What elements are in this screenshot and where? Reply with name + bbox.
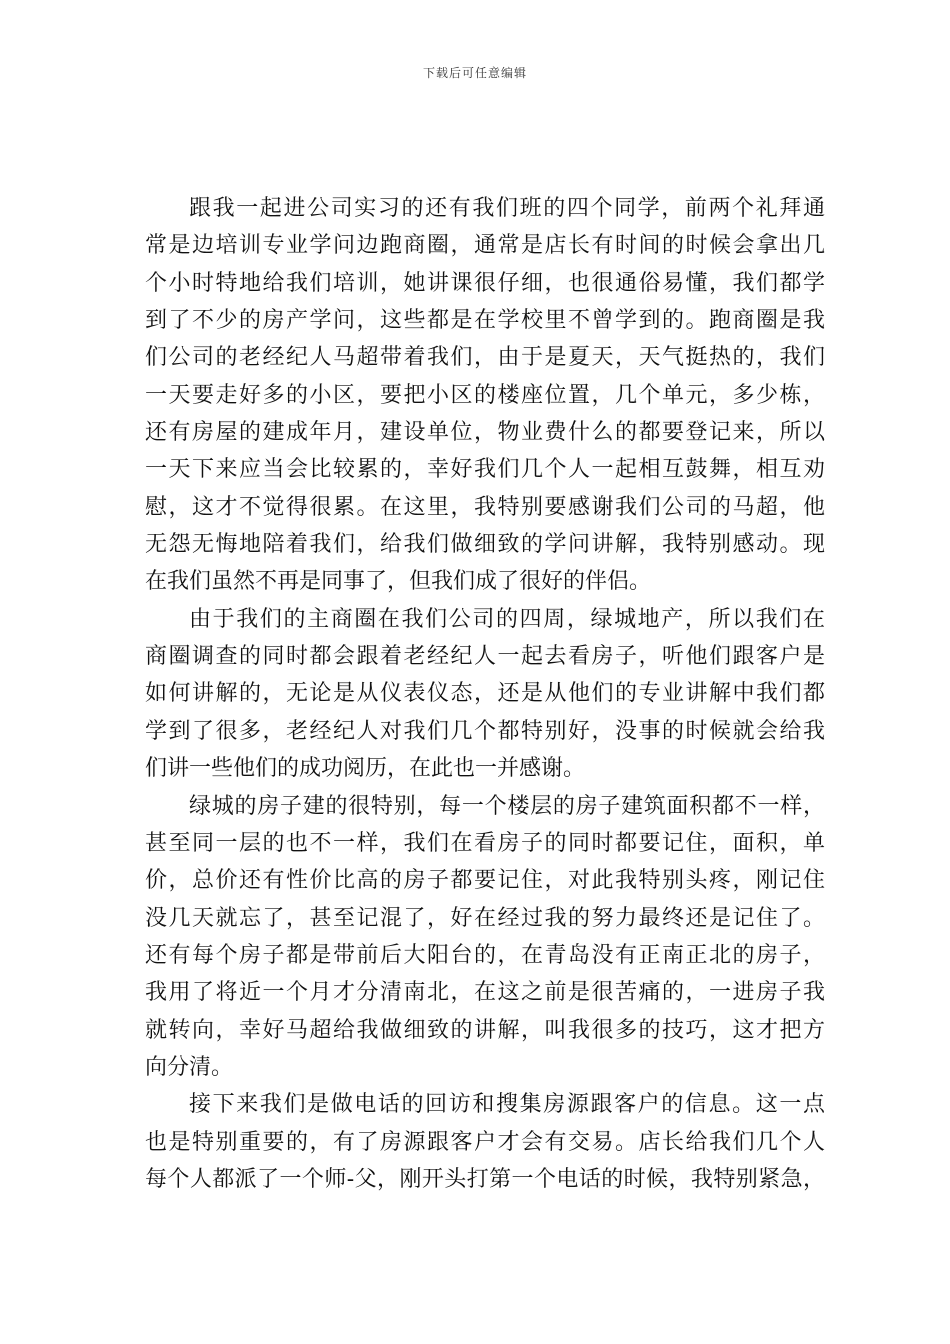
text-line: 学到了很多，老经纪人对我们几个都特别好，没事的时候就会给我 xyxy=(145,718,825,744)
text-line: 价，总价还有性价比高的房子都要记住，对此我特别头疼，刚记住 xyxy=(145,868,825,894)
text-line: 到了不少的房产学问，这些都是在学校里不曾学到的。跑商圈是我 xyxy=(145,308,825,334)
text-line: 还有每个房子都是带前后大阳台的，在青岛没有正南正北的房子， xyxy=(145,942,825,968)
paragraph-2 xyxy=(145,601,825,788)
text-line: 常是边培训专业学问边跑商圈，通常是店长有时间的时候会拿出几 xyxy=(145,233,825,259)
text-line: 们公司的老经纪人马超带着我们，由于是夏天，天气挺热的，我们 xyxy=(145,345,825,371)
text-line: 绿城的房子建的很特别，每一个楼层的房子建筑面积都不一样， xyxy=(189,793,825,819)
header-note: 下载后可任意编辑 xyxy=(422,66,527,80)
text-line: 由于我们的主商圈在我们公司的四周，绿城地产，所以我们在 xyxy=(189,606,825,632)
text-line: 就转向，幸好马超给我做细致的讲解，叫我很多的技巧，这才把方 xyxy=(145,1017,825,1043)
paragraph-1 xyxy=(145,190,825,601)
paragraph-4 xyxy=(145,1086,825,1198)
text-line: 商圈调查的同时都会跟着老经纪人一起去看房子，听他们跟客户是 xyxy=(145,644,825,670)
text-line: 跟我一起进公司实习的还有我们班的四个同学，前两个礼拜通 xyxy=(189,196,825,221)
text-line: 还有房屋的建成年月，建设单位，物业费什么的都要登记来，所以 xyxy=(145,420,825,446)
text-line: 也是特别重要的，有了房源跟客户才会有交易。店长给我们几个人 xyxy=(145,1129,825,1155)
text-line: 向分清。 xyxy=(145,1054,234,1080)
text-line: 我用了将近一个月才分清南北，在这之前是很苦痛的，一进房子我 xyxy=(145,980,825,1006)
paragraph-3 xyxy=(145,788,825,1087)
text-line: 每个人都派了一个师-父，刚开头打第一个电话的时候，我特别紧急， xyxy=(145,1166,825,1192)
text-line: 在我们虽然不再是同事了，但我们成了很好的伴侣。 xyxy=(145,569,652,595)
text-line: 无怨无悔地陪着我们，给我们做细致的学问讲解，我特别感动。现 xyxy=(145,532,825,558)
text-line: 们讲一些他们的成功阅历，在此也一并感谢。 xyxy=(145,756,586,782)
text-line: 一天要走好多的小区，要把小区的楼座位置，几个单元，多少栋， xyxy=(145,382,825,408)
body-text xyxy=(145,190,825,1198)
text-line: 接下来我们是做电话的回访和搜集房源跟客户的信息。这一点 xyxy=(189,1092,825,1118)
text-line: 一天下来应当会比较累的，幸好我们几个人一起相互鼓舞，相互劝 xyxy=(145,457,825,483)
text-line: 甚至同一层的也不一样，我们在看房子的同时都要记住，面积，单 xyxy=(145,830,825,856)
text-line: 没几天就忘了，甚至记混了，好在经过我的努力最终还是记住了。 xyxy=(145,905,825,931)
text-line: 如何讲解的，无论是从仪表仪态，还是从他们的专业讲解中我们都 xyxy=(145,681,825,707)
text-line: 个小时特地给我们培训，她讲课很仔细，也很通俗易懂，我们都学 xyxy=(145,270,825,296)
text-line: 慰，这才不觉得很累。在这里，我特别要感谢我们公司的马超，他 xyxy=(145,494,825,520)
